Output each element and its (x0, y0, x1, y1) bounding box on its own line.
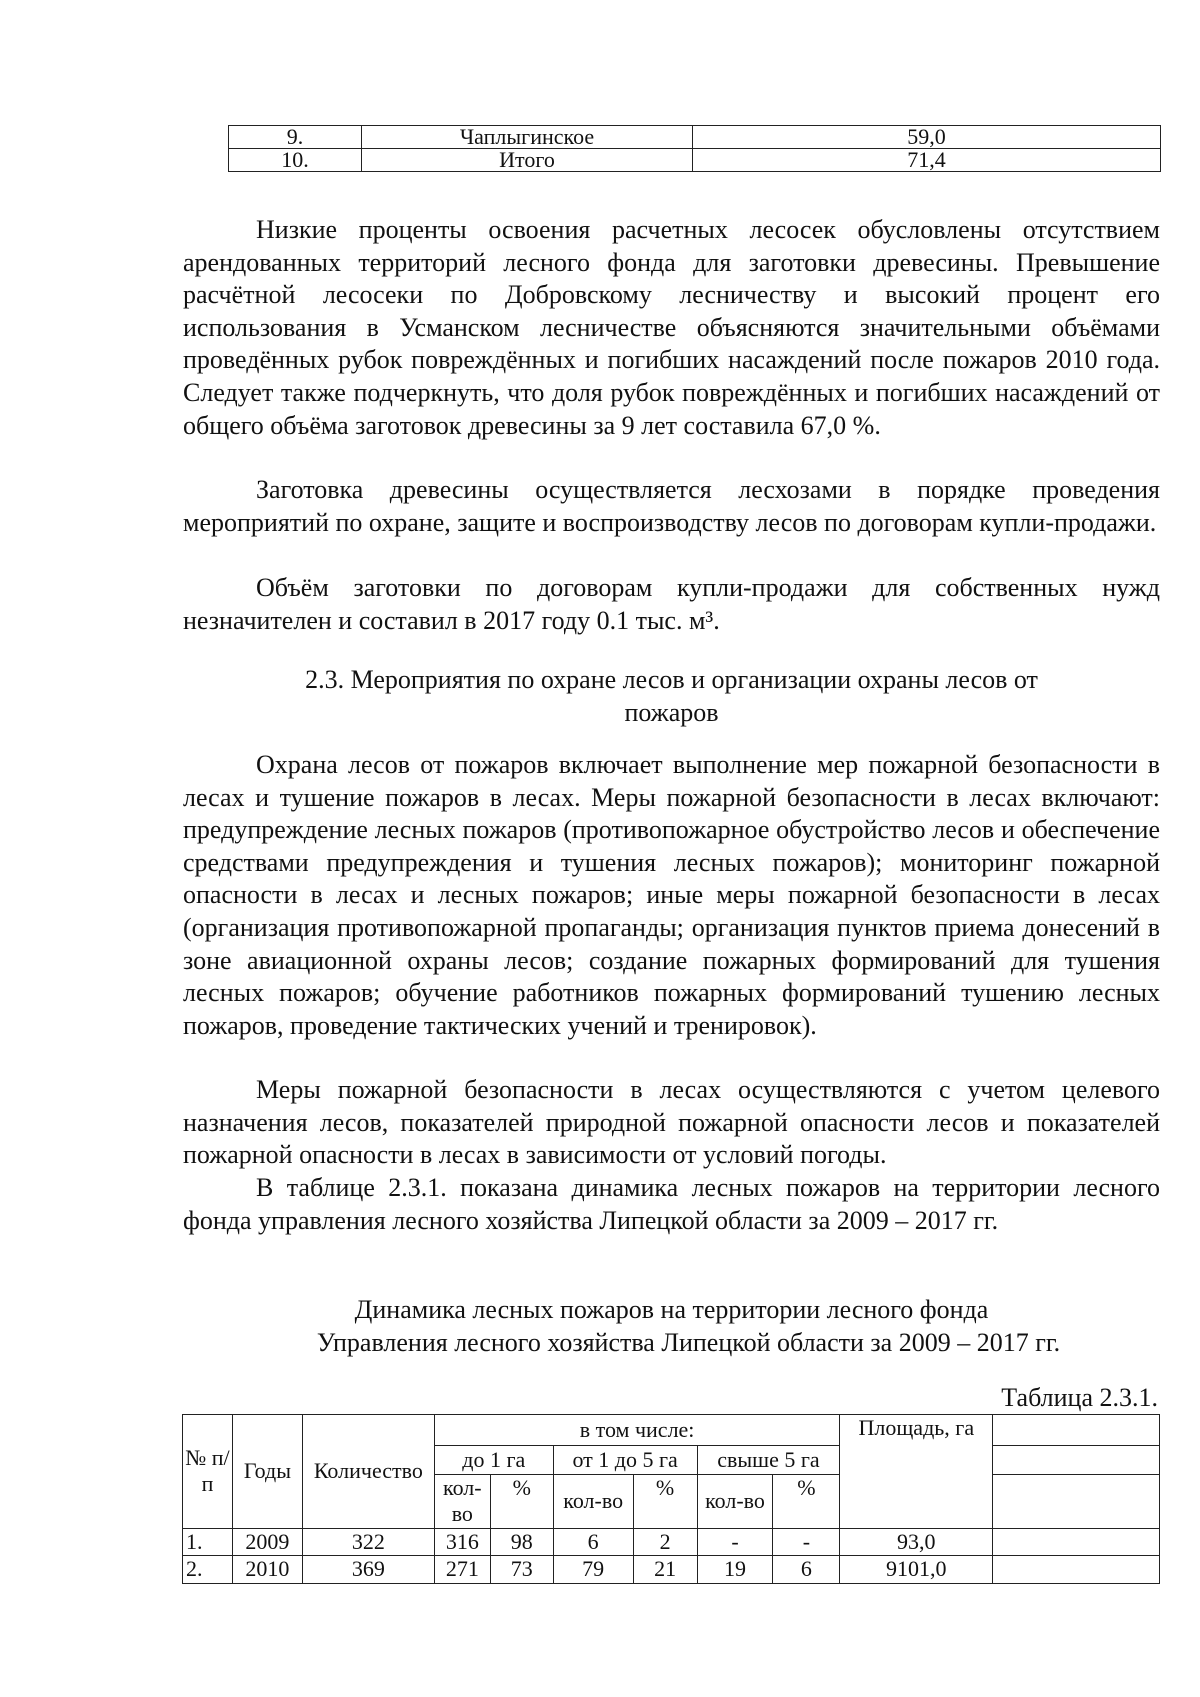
empty-cell (993, 1446, 1160, 1475)
top-continuation-table (228, 125, 1161, 172)
forestry-name: Чаплыгинское (362, 126, 693, 149)
row-value: 59,0 (693, 126, 1161, 149)
fires-table (182, 1414, 1160, 1584)
paragraph-volume: Объём заготовки по договорам купли-продажи для собственных нужд незначителен и составил в 2017 году 0.1 тыс. м³. (183, 573, 1160, 635)
header-pct: % (490, 1475, 553, 1529)
header-pct: % (633, 1475, 697, 1529)
row-value: 71,4 (693, 149, 1161, 172)
header-pct: % (773, 1475, 840, 1529)
section-heading: 2.3. Мероприятия по охране лесов и организации охраны лесов от пожаров (305, 665, 1038, 727)
cell-p1: 73 (490, 1556, 553, 1583)
cell-num: 2. (183, 1556, 233, 1583)
table-row (183, 1528, 1160, 1555)
row-number: 10. (229, 149, 362, 172)
table-label: Таблица 2.3.1. (1001, 1383, 1158, 1412)
header-over-5: свыше 5 га (697, 1446, 840, 1475)
cell-q2: 6 (553, 1528, 633, 1555)
header-year: Годы (232, 1415, 302, 1529)
header-area: Площадь, га (840, 1415, 993, 1529)
cell-p1: 98 (490, 1528, 553, 1555)
empty-cell (993, 1528, 1160, 1555)
header-num: № п/п (183, 1415, 233, 1529)
header-1-to-5: от 1 до 5 га (553, 1446, 697, 1475)
row-number: 9. (229, 126, 362, 149)
paragraph-fire-protection: Охрана лесов от пожаров включает выполнение мер пожарной безопасности в лесах и тушение пожаров в лесах. Меры пожарной безопасности в лесах включают: предупреждение лесных пожаров (противопожарное обустройство лесов и обеспечение средствами предупреждения и тушения лесных пожаров); мониторинг пожарной опасности в лесах и лесных пожаров; иные меры пожарной безопасности в лесах (организация противопожарной пропаганды; организация пунктов приема донесений в зоне авиационной охраны лесов; создание пожарных формирований для тушения лесных пожаров; обучение работников пожарных формирований тушению лесных пожаров, проведение тактических учений и тренировок). (183, 750, 1160, 1040)
cell-p3: 6 (773, 1556, 840, 1583)
table-row (229, 126, 1161, 149)
paragraph-fire-measures: Меры пожарной безопасности в лесах осуществляются с учетом целевого назначения лесов, показателей природной пожарной опасности лесов и показателей пожарной опасности в лесах в зависимости от условий погоды. (183, 1075, 1160, 1170)
cell-q2: 79 (553, 1556, 633, 1583)
header-qty: кол-во (434, 1475, 490, 1529)
cell-year: 2009 (232, 1528, 302, 1555)
paragraph-low-percent: Низкие проценты освоения расчетных лесосек обусловлены отсутствием арендованных территорий лесного фонда для заготовки древесины. Превышение расчётной лесосеки по Добровскому лесничеству и высокий процент его использования в Усманском лесничестве объясняются значительными объёмами проведённых рубок повреждённых и погибших насаждений после пожаров 2010 года. Следует также подчеркнуть, что доля рубок повреждённых и погибших насаждений от общего объёма заготовок древесины за 9 лет составила 67,0 %. (183, 215, 1160, 440)
forestry-name: Итого (362, 149, 693, 172)
table-title-line2: Управления лесного хозяйства Липецкой области за 2009 – 2017 гг. (316, 1328, 1061, 1357)
cell-area: 93,0 (840, 1528, 993, 1555)
header-qty: кол-во (697, 1475, 773, 1529)
table-row (183, 1556, 1160, 1583)
cell-p2: 2 (633, 1528, 697, 1555)
paragraph-table-intro: В таблице 2.3.1. показана динамика лесных пожаров на территории лесного фонда управления лесного хозяйства Липецкой области за 2009 – 2017 гг. (183, 1173, 1160, 1235)
header-up-to-1: до 1 га (434, 1446, 553, 1475)
cell-q3: - (697, 1528, 773, 1555)
paragraph-harvesting: Заготовка древесины осуществляется лесхозами в порядке проведения мероприятий по охране, защите и воспроизводству лесов по договорам купли-продажи. (183, 475, 1160, 537)
cell-q3: 19 (697, 1556, 773, 1583)
empty-cell (993, 1415, 1160, 1446)
empty-cell (993, 1556, 1160, 1583)
cell-num: 1. (183, 1528, 233, 1555)
header-including: в том числе: (434, 1415, 840, 1446)
table-title-line1: Динамика лесных пожаров на территории лесного фонда (354, 1295, 989, 1324)
cell-q1: 271 (434, 1556, 490, 1583)
cell-area: 9101,0 (840, 1556, 993, 1583)
cell-p2: 21 (633, 1556, 697, 1583)
header-count: Количество (302, 1415, 434, 1529)
table-row (229, 149, 1161, 172)
cell-count: 322 (302, 1528, 434, 1555)
cell-p3: - (773, 1528, 840, 1555)
cell-count: 369 (302, 1556, 434, 1583)
cell-q1: 316 (434, 1528, 490, 1555)
cell-year: 2010 (232, 1556, 302, 1583)
header-qty: кол-во (553, 1475, 633, 1529)
empty-cell (993, 1475, 1160, 1529)
